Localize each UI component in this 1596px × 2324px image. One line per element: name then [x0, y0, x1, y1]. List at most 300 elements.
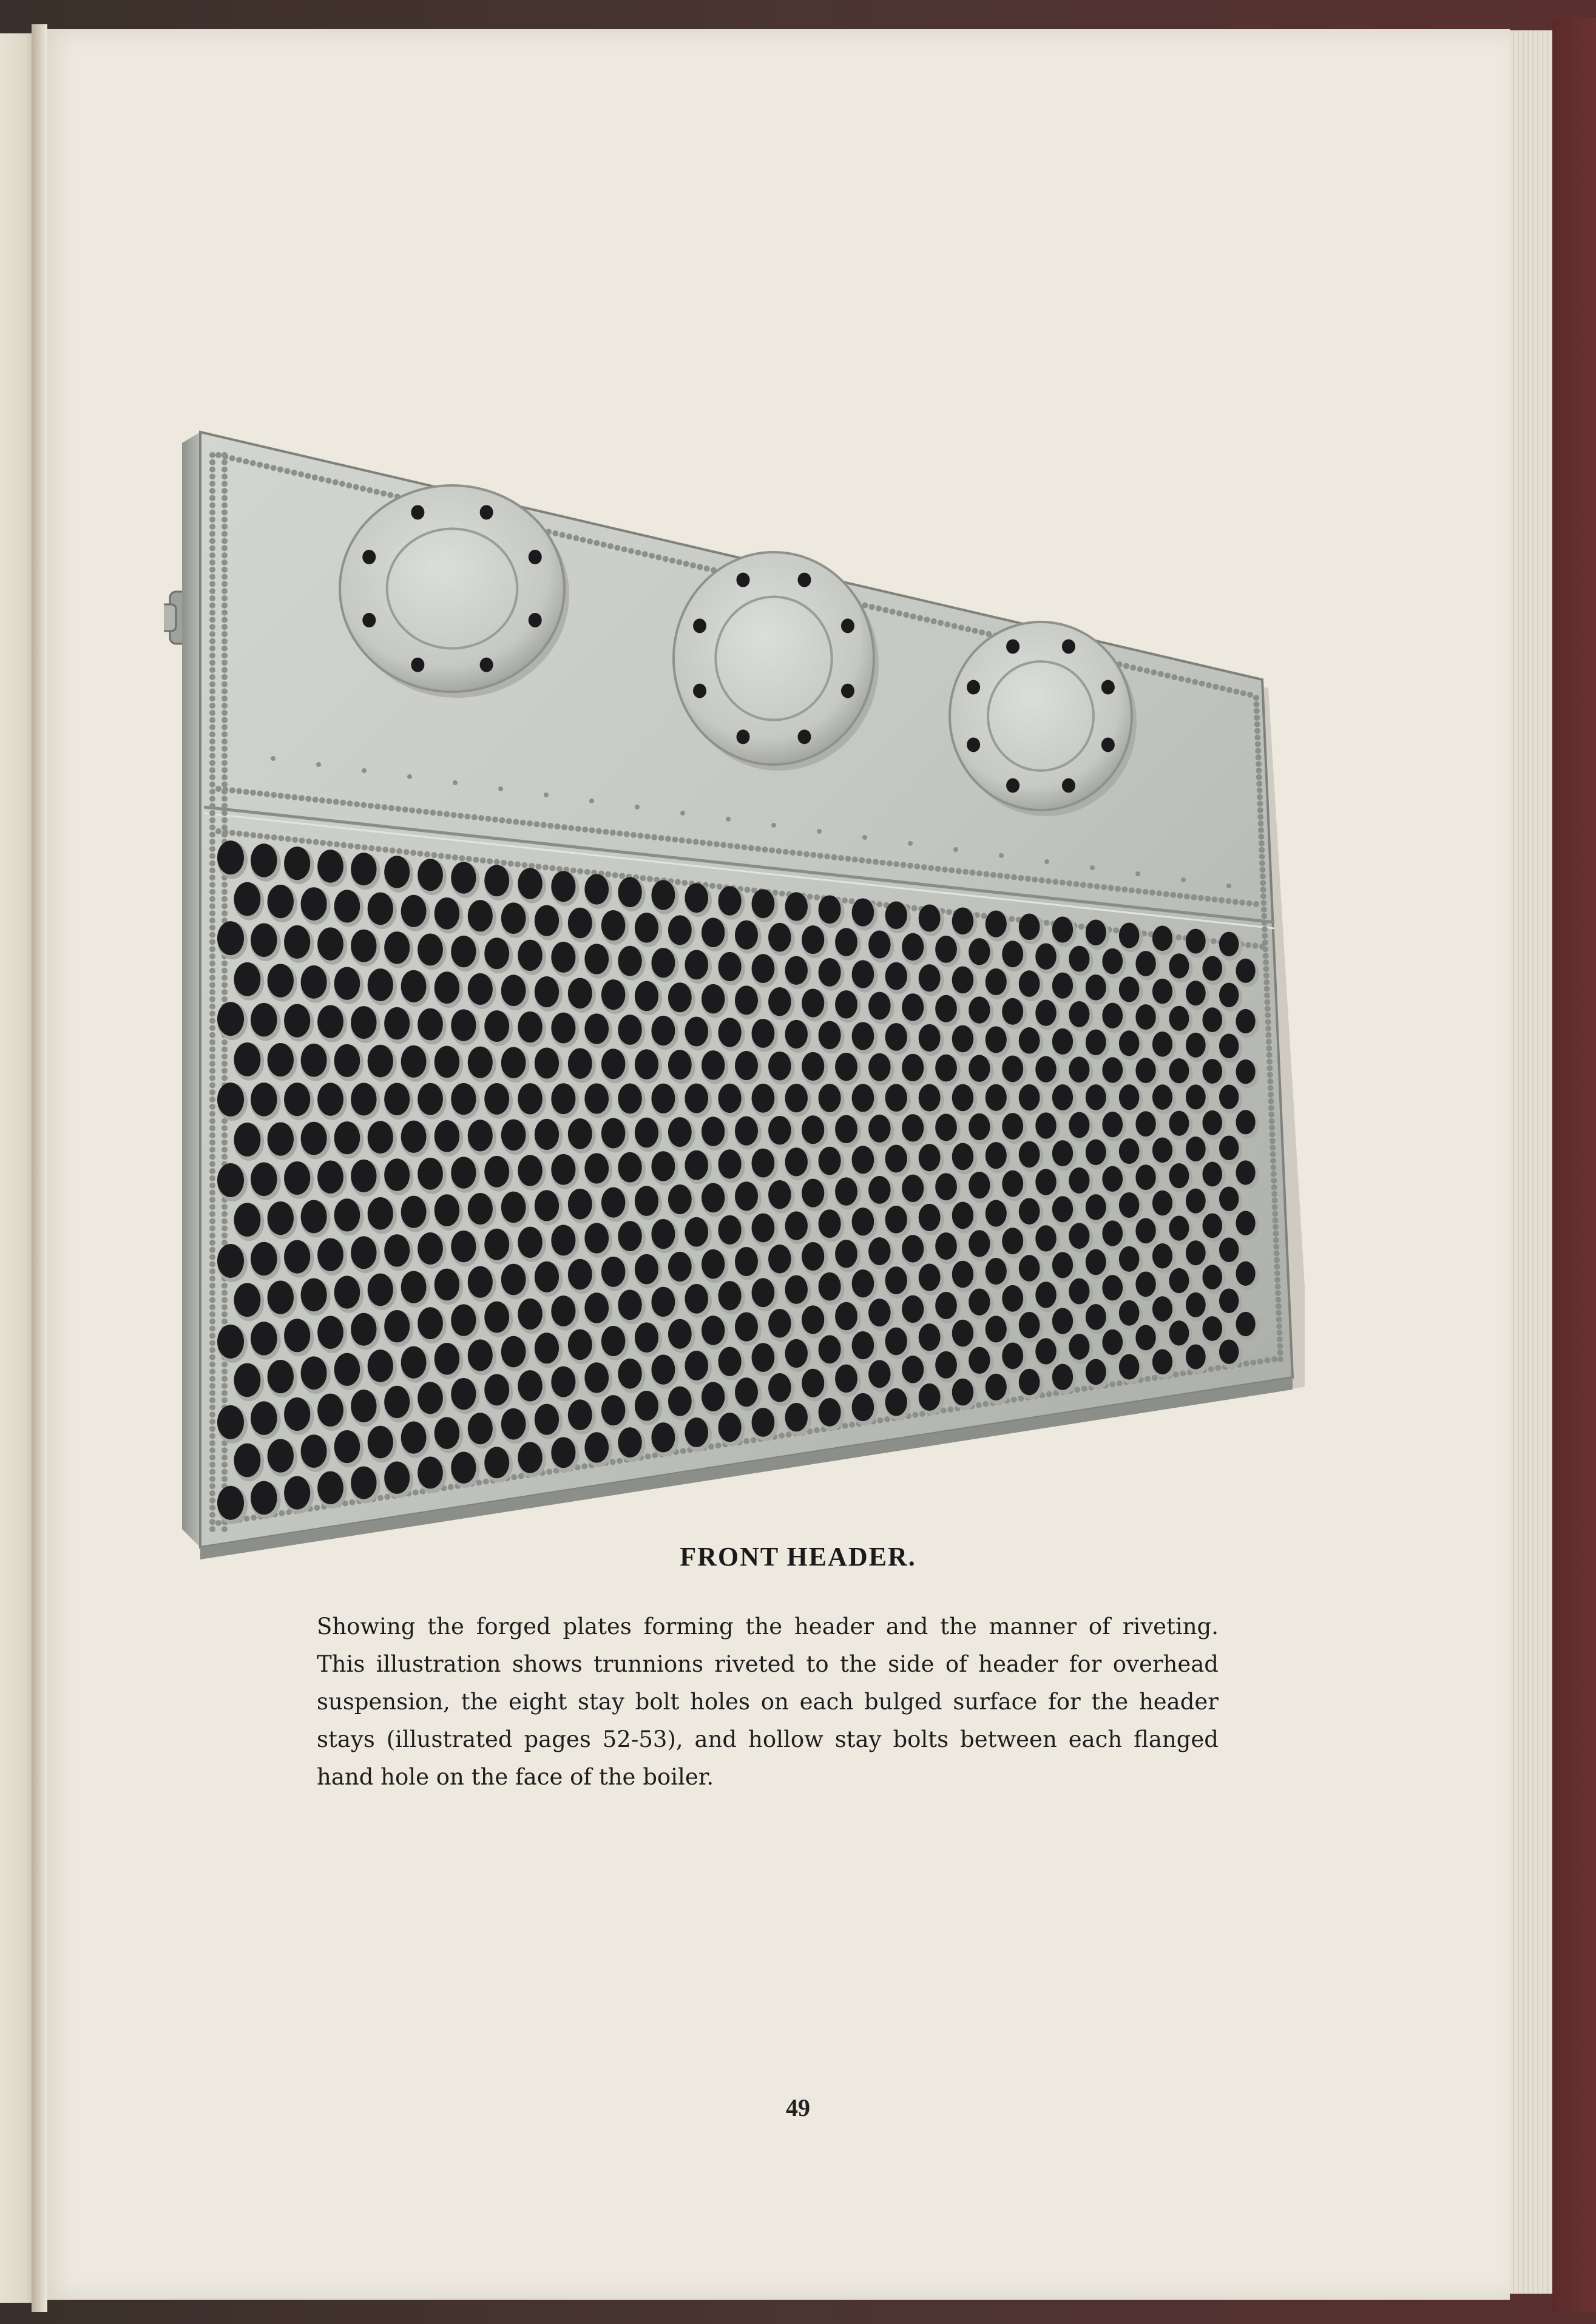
rivet [582, 826, 588, 833]
tube-hole [484, 1083, 509, 1115]
rivet [209, 459, 215, 465]
tube-hole [618, 1083, 641, 1113]
tube-hole [735, 1377, 758, 1407]
rivet [221, 695, 228, 701]
tube-hole [1236, 1160, 1255, 1184]
tube-hole [835, 1177, 857, 1205]
tube-hole [284, 1476, 310, 1510]
rivet [334, 842, 340, 848]
rivet [209, 1075, 215, 1081]
rivet [209, 1319, 215, 1325]
rivet [596, 828, 602, 834]
rivet [221, 1368, 228, 1374]
rivet [619, 873, 625, 879]
tube-hole [852, 1393, 874, 1421]
rivet [575, 826, 581, 832]
rivet [1276, 1323, 1282, 1329]
tube-hole [986, 968, 1007, 995]
tube-hole [1119, 1246, 1140, 1272]
rivet [1074, 881, 1080, 887]
tube-hole [551, 942, 575, 973]
rivet [1276, 1303, 1282, 1309]
rivet [1265, 1025, 1271, 1032]
rivet [209, 667, 215, 673]
rivet [284, 468, 290, 474]
tube-hole [935, 1292, 957, 1319]
tube-hole [718, 952, 741, 981]
rivet [209, 1462, 215, 1468]
tube-hole [251, 1401, 277, 1434]
rivet [360, 802, 367, 808]
rivet [771, 823, 776, 828]
tube-hole [1052, 973, 1073, 999]
tube-hole [1052, 1084, 1073, 1110]
tube-hole [1152, 1191, 1172, 1216]
rivet [418, 851, 424, 857]
tube-hole [1019, 1255, 1040, 1282]
rivet [869, 604, 875, 610]
rivet [1206, 682, 1212, 688]
rivet [1199, 681, 1205, 687]
tube-hole [217, 1244, 244, 1278]
rivet [1225, 898, 1231, 904]
rivet [313, 797, 319, 803]
tube-hole [768, 1309, 791, 1337]
rivet [221, 731, 228, 737]
tube-hole [618, 1359, 641, 1389]
tube-hole [601, 1257, 626, 1287]
rivet [209, 581, 215, 587]
rivet [221, 767, 228, 773]
tube-hole [368, 1121, 393, 1154]
tube-hole [1019, 914, 1040, 941]
tube-hole [1086, 1140, 1106, 1166]
tube-hole [685, 1084, 708, 1113]
rivet [209, 703, 215, 709]
tube-hole [852, 1208, 874, 1235]
tube-hole [952, 907, 973, 934]
rivet [209, 1290, 215, 1296]
rivet [953, 847, 958, 852]
rivet [675, 879, 681, 885]
rivet [769, 847, 775, 853]
tube-hole [317, 1471, 343, 1504]
rivet [209, 968, 215, 974]
rivet [209, 903, 215, 909]
left-page-edge [0, 33, 36, 2303]
rivet [983, 871, 989, 877]
rivet [838, 855, 844, 861]
tube-hole [368, 1274, 393, 1306]
rivet [709, 883, 715, 889]
tube-hole [301, 1356, 327, 1390]
tube-hole [435, 1194, 459, 1226]
rivet [1256, 761, 1262, 767]
tube-hole [535, 1119, 559, 1150]
tube-hole [251, 1162, 277, 1195]
rivet [313, 839, 319, 845]
rivet [1273, 1237, 1279, 1243]
rivet [221, 710, 228, 716]
rivet [209, 1354, 215, 1360]
rivet [1259, 840, 1265, 846]
rivet [209, 1469, 215, 1475]
tube-hole [1035, 1169, 1057, 1195]
tube-hole [1002, 1228, 1023, 1254]
rivet [376, 846, 382, 852]
rivet [209, 1261, 215, 1267]
tube-hole [635, 1391, 658, 1421]
rivet [221, 789, 228, 795]
tube-hole [752, 1343, 775, 1372]
tube-hole [835, 1115, 857, 1143]
rivet [271, 834, 277, 840]
rivet [221, 581, 228, 587]
rivet [221, 495, 228, 501]
stay-bolt-hole [1006, 779, 1019, 793]
rivet [803, 851, 810, 857]
rivet [209, 982, 215, 988]
rivet [547, 823, 553, 829]
tube-hole [1186, 981, 1206, 1005]
rivet [1219, 897, 1225, 904]
tube-hole [1152, 926, 1172, 951]
rivet [1220, 685, 1226, 691]
tube-hole [1219, 1288, 1239, 1313]
rivet [221, 975, 228, 981]
tube-hole [819, 1147, 841, 1175]
tube-hole [234, 1203, 261, 1237]
tube-hole [284, 925, 310, 959]
rivet [299, 795, 305, 801]
tube-hole [919, 1204, 941, 1231]
rivet [577, 868, 583, 874]
rivet [221, 996, 228, 1002]
rivet [535, 863, 541, 870]
rivet [472, 814, 478, 820]
tube-hole [668, 1184, 692, 1214]
rivet [221, 552, 228, 558]
tube-hole [1152, 979, 1172, 1004]
rivet [221, 610, 228, 616]
rivet [610, 829, 616, 836]
rivet [209, 810, 215, 816]
rivet [1011, 874, 1017, 880]
rivet [570, 868, 577, 874]
tube-hole [368, 1197, 393, 1230]
tube-hole [802, 1242, 824, 1271]
figure-caption-title: FRONT HEADER. [680, 1542, 916, 1572]
rivet [681, 880, 688, 886]
tube-hole [668, 982, 692, 1012]
tube-hole [1019, 1141, 1040, 1168]
tube-hole [969, 996, 990, 1023]
tube-hole [1169, 1215, 1189, 1240]
tube-hole [1086, 920, 1106, 946]
rivet [221, 1469, 228, 1475]
rivet [209, 746, 215, 752]
tube-hole [317, 927, 343, 960]
rivet [1263, 979, 1270, 985]
tube-hole [668, 1252, 692, 1282]
tube-hole [1236, 1211, 1255, 1235]
tube-hole [1119, 1192, 1140, 1218]
rivet [621, 546, 627, 552]
tube-hole [568, 1189, 592, 1220]
rivet [1266, 1039, 1272, 1045]
rivet [209, 1096, 215, 1103]
tube-hole [819, 1021, 841, 1050]
tube-hole [702, 1249, 725, 1279]
rivet [430, 809, 436, 816]
rivet [314, 1505, 320, 1511]
rivet [209, 925, 215, 931]
rivet [466, 856, 472, 862]
rivet [1258, 827, 1264, 833]
rivet [209, 910, 215, 916]
rivet [221, 1154, 228, 1160]
tube-hole [584, 1153, 609, 1183]
tube-hole [668, 1319, 692, 1349]
rivet [515, 861, 521, 867]
tube-hole [584, 1083, 609, 1113]
tube-hole [718, 1018, 741, 1047]
tube-hole [1152, 1349, 1172, 1375]
rivet [221, 989, 228, 995]
rivet [1262, 920, 1268, 926]
rivet [990, 872, 996, 878]
rivet [404, 849, 410, 855]
tube-hole [819, 1398, 841, 1427]
rivet [209, 531, 215, 537]
tube-hole [952, 1143, 973, 1170]
rivet [873, 859, 879, 865]
rivet [221, 1075, 228, 1081]
rivet [380, 490, 387, 496]
rivet [354, 801, 360, 807]
rivet [1117, 1380, 1123, 1387]
rivet [209, 1010, 215, 1016]
rivet [299, 837, 305, 843]
tube-hole [317, 1238, 343, 1271]
tube-hole [735, 920, 758, 950]
tube-hole [468, 1193, 493, 1224]
tube-hole [1169, 1320, 1189, 1345]
rivet [866, 858, 872, 864]
tube-hole [1035, 943, 1057, 969]
rivet [706, 840, 712, 846]
rivet [848, 898, 854, 904]
rivet [209, 1526, 215, 1532]
tube-hole [551, 1224, 575, 1255]
rivet [229, 830, 235, 836]
tube-hole [885, 901, 907, 929]
tube-hole [435, 897, 459, 930]
rivet [209, 1161, 215, 1167]
tube-hole [451, 862, 476, 893]
tube-hole [986, 1200, 1007, 1227]
rivet [221, 1447, 228, 1453]
rivet [209, 638, 215, 644]
rivet [814, 894, 820, 900]
rivet [243, 459, 249, 465]
tube-hole [969, 1113, 990, 1140]
rivet [1239, 899, 1245, 905]
tube-hole [1169, 953, 1189, 978]
tube-hole [234, 1042, 261, 1076]
rivet [1259, 866, 1265, 873]
tube-hole [1186, 1240, 1206, 1265]
rivet [612, 872, 618, 878]
tube-hole [351, 1160, 376, 1192]
tube-hole [852, 1331, 874, 1359]
book-gutter [32, 24, 47, 2312]
rivet [221, 1061, 228, 1067]
rivet [1185, 677, 1191, 683]
rivet [976, 1402, 982, 1408]
rivet [209, 867, 215, 873]
tube-hole [902, 993, 924, 1021]
tube-hole [1119, 1030, 1140, 1056]
tube-hole [969, 1230, 990, 1257]
rivet [910, 613, 916, 620]
rivet [209, 488, 215, 494]
tube-hole [501, 1120, 526, 1151]
tube-hole [1236, 1009, 1255, 1033]
tube-hole [986, 1026, 1007, 1053]
rivet [221, 1053, 228, 1059]
tube-hole [384, 856, 410, 888]
tube-hole [384, 931, 410, 964]
rivet [221, 674, 228, 680]
rivet [890, 609, 896, 615]
rivet [743, 1438, 749, 1444]
tube-hole [451, 1157, 476, 1188]
rivet [1263, 953, 1269, 959]
rivet [221, 559, 228, 566]
rivet [209, 1018, 215, 1024]
rivet [209, 1140, 215, 1146]
tube-hole [268, 1122, 294, 1155]
rivet [1192, 679, 1198, 685]
rivet [513, 819, 519, 825]
rivet [1170, 892, 1176, 898]
rivet [1184, 893, 1190, 899]
tube-hole [919, 1144, 941, 1171]
tube-hole [902, 1175, 924, 1202]
tube-hole [986, 1258, 1007, 1285]
tube-hole [217, 1405, 244, 1439]
stay-bolt-hole [736, 573, 749, 587]
rivet [522, 862, 528, 868]
rivet [209, 1046, 215, 1052]
rivet [690, 562, 696, 569]
rivet [319, 797, 325, 803]
tube-hole [952, 1202, 973, 1229]
tube-hole [952, 967, 973, 994]
rivet [1205, 896, 1211, 902]
rivet [518, 1473, 524, 1479]
rivet [1158, 671, 1164, 677]
tube-hole [702, 984, 725, 1014]
tube-hole [234, 1363, 261, 1397]
tube-hole [752, 954, 775, 983]
rivet [605, 871, 611, 877]
tube-hole [651, 1287, 675, 1317]
rivet [1273, 1224, 1279, 1230]
tube-hole [268, 1439, 294, 1472]
rivet [209, 1061, 215, 1067]
rivet [879, 860, 885, 866]
tube-hole [535, 905, 559, 936]
rivet [876, 901, 882, 907]
tube-hole [902, 933, 924, 961]
tube-hole [518, 1155, 543, 1186]
tube-hole [668, 1050, 692, 1079]
rivet [209, 1283, 215, 1289]
rivet [997, 873, 1003, 879]
tube-hole [1002, 1113, 1023, 1140]
tube-hole [451, 1378, 476, 1410]
rivet [416, 808, 422, 814]
tube-hole [451, 1451, 476, 1483]
rivet [382, 804, 388, 810]
tube-hole [819, 1335, 841, 1363]
rivet [1211, 938, 1217, 944]
tube-hole [802, 1052, 824, 1081]
rivet [1277, 1349, 1283, 1356]
tube-hole [935, 1173, 957, 1200]
tube-hole [1035, 1282, 1057, 1308]
rivet [346, 482, 352, 488]
rivet [631, 832, 637, 838]
rivet [1177, 893, 1183, 899]
tube-hole [802, 1115, 824, 1144]
rivet [1066, 880, 1072, 887]
rivet [637, 833, 643, 839]
rivet [680, 1448, 686, 1454]
rivet [209, 1347, 215, 1353]
tube-hole [1086, 1030, 1106, 1056]
tube-hole [1236, 1312, 1255, 1336]
rivet [349, 1499, 355, 1505]
rivet [1052, 879, 1058, 885]
tube-hole [1119, 976, 1140, 1002]
rivet [617, 1458, 623, 1464]
rivet [506, 818, 512, 824]
rivet [377, 1495, 384, 1501]
rivet [209, 1275, 215, 1282]
tube-hole [1135, 1271, 1155, 1297]
rivet [209, 1204, 215, 1210]
rivet [726, 817, 731, 822]
tube-hole [986, 1374, 1007, 1400]
tube-hole [969, 1288, 990, 1315]
rivet [209, 473, 215, 479]
rivet [209, 839, 215, 845]
tube-hole [1019, 1312, 1040, 1339]
rivet [221, 1319, 228, 1325]
tube-hole [351, 1313, 376, 1346]
tube-hole [1202, 1110, 1222, 1135]
rivet [914, 863, 920, 870]
rivet [221, 646, 228, 652]
tube-hole [1052, 917, 1073, 943]
tube-hole [1135, 1111, 1155, 1137]
tube-hole [351, 1236, 376, 1269]
rivet [1271, 1191, 1277, 1197]
rivet [544, 792, 549, 797]
